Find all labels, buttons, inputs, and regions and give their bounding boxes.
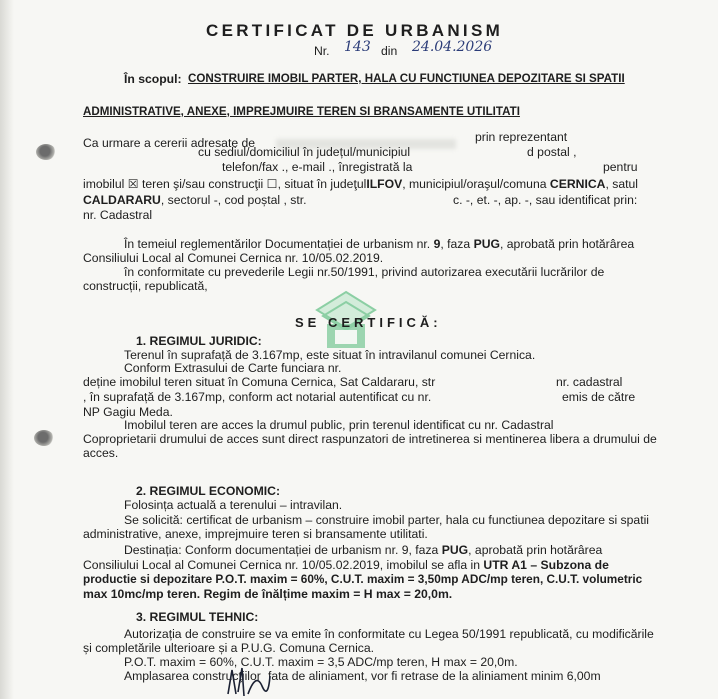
basis-doc-nr: 9 bbox=[433, 237, 441, 251]
request-line-3b: pentru bbox=[603, 160, 638, 174]
regim-economic-line-6: productie si depozitare P.O.T. maxim = 60%, C.U.T. maxim = 3,50mp ADC/mp teren, C.U.T. volumetric bbox=[83, 572, 643, 586]
regim-juridic-line-3a: deține imobilul teren situat în Comuna Cernica, Sat Caldararu, str bbox=[83, 375, 436, 389]
request-line-4c: , satul bbox=[605, 177, 638, 191]
document-title: CERTIFICAT DE URBANISM bbox=[206, 21, 504, 40]
regim-economic-line-1: Folosința actuală a terenului – intravilan. bbox=[124, 498, 343, 512]
request-line-5 bbox=[83, 193, 307, 207]
basis-line-3: în conformitate cu prevederile Legii nr.50/1991, privind autorizarea executării lucrărilor de bbox=[124, 265, 605, 279]
basis-line-1 bbox=[124, 237, 634, 251]
regim-tehnic-line-1: Autorizația de construire se va emite în conformitate cu Legea 50/1991 republicată, cu modificările bbox=[124, 627, 654, 641]
request-line-5b: c. -, et. -, ap. -, sau identificat prin: bbox=[453, 193, 638, 207]
regim-juridic-line-6: Imobilul teren are acces la drumul public, prin terenul identificat cu nr. Cadastral bbox=[124, 418, 554, 432]
request-line-6: nr. Cadastral bbox=[83, 208, 153, 222]
request-line-4 bbox=[83, 177, 638, 191]
se-certifica-heading: SE CERTIFICĂ: bbox=[295, 315, 442, 330]
request-line-2b: d postal , bbox=[527, 145, 577, 159]
regim-economic-line-7: max 10mc/mp teren. Regim de înălțime maxim = H max = 20,0m. bbox=[83, 587, 453, 601]
request-line-4b: , municipiul/oraşul/comuna bbox=[402, 177, 547, 191]
regim-economic-faza: PUG bbox=[441, 543, 469, 557]
regim-economic-line-4b: , aprobată prin hotărârea bbox=[468, 543, 603, 557]
request-line-1b: prin reprezentant bbox=[475, 130, 568, 144]
issue-date: 24.04.2026 bbox=[412, 39, 493, 55]
request-line-4a: imobilul ☒ teren şi/sau construcţii ☐, situat în judeţul bbox=[83, 177, 367, 191]
purpose-label: În scopul: bbox=[124, 72, 182, 86]
basis-line-1a: În temeiul reglementărilor Documentației de urbanism nr. bbox=[124, 237, 431, 251]
purpose-line-1: CONSTRUIRE IMOBIL PARTER, HALA CU FUNCTIUNEA DEPOZITARE SI SPATII bbox=[188, 72, 625, 85]
certificate-number: 143 bbox=[344, 39, 371, 55]
regim-juridic-line-3b: nr. cadastral bbox=[556, 375, 623, 389]
basis-line-1c: , aprobată prin hotărârea bbox=[499, 237, 635, 251]
basis-line-1b: , faza bbox=[440, 237, 471, 251]
request-line-1a: Ca urmare a cererii adresate de bbox=[83, 136, 256, 150]
basis-faza: PUG bbox=[473, 237, 500, 251]
regim-juridic-line-2: Conform Extrasului de Carte funciara nr. bbox=[124, 361, 342, 375]
regim-tehnic-heading: 3. REGIMUL TEHNIC: bbox=[136, 610, 259, 624]
regim-juridic-line-8: acces. bbox=[83, 446, 119, 460]
comuna: CERNICA bbox=[549, 177, 606, 191]
request-line-2a: cu sediul/domiciliul în județul/municipiul bbox=[198, 145, 411, 159]
regim-economic-line-4 bbox=[124, 543, 602, 557]
nr-label: Nr. bbox=[314, 44, 330, 58]
sat: CALDARARU bbox=[83, 193, 161, 207]
regim-juridic-line-4b: emis de către bbox=[562, 390, 636, 404]
punch-hole-icon bbox=[34, 430, 54, 446]
basis-line-2: Consiliului Local al Comunei Cernica nr. 10/05.02.2019. bbox=[83, 251, 384, 265]
regim-economic-line-3: administrative, anexe, imprejmuire teren si bransamente utilitati. bbox=[83, 527, 428, 541]
request-line-5a: , sectorul -, cod poștal , str. bbox=[160, 193, 307, 207]
regim-tehnic-line-4a: Amplasarea construcţiilor bbox=[124, 669, 261, 683]
din-label: din bbox=[381, 44, 398, 58]
regim-economic-line-2: Se solicită: certificat de urbanism – construire imobil parter, hala cu functiunea depozitare si spatii bbox=[124, 513, 650, 527]
judet: ILFOV bbox=[366, 177, 403, 191]
regim-tehnic-line-4b: fata de aliniament, vor fi retrase de la aliniament minim 6,00m bbox=[268, 669, 601, 683]
regim-economic-heading: 2. REGIMUL ECONOMIC: bbox=[136, 484, 281, 498]
signature-icon bbox=[222, 664, 272, 699]
regim-juridic-line-1: Terenul în suprafață de 3.167mp, este situat în intravilanul comunei Cernica. bbox=[124, 348, 536, 362]
regim-tehnic-line-2: și completările ulterioare și a P.U.G. Comuna Cernica. bbox=[83, 641, 375, 655]
regim-economic-line-5 bbox=[83, 558, 609, 572]
regim-economic-line-4a: Destinația: Conform documentației de urbanism nr. 9, faza bbox=[124, 543, 439, 557]
regim-juridic-heading: 1. REGIMUL JURIDIC: bbox=[136, 334, 262, 348]
regim-economic-line-5a: Consiliului Local al Comunei Cernica nr. 10/05.02.2019, imobilul se afla in bbox=[83, 558, 480, 572]
regim-juridic-line-5: NP Gagiu Meda. bbox=[83, 405, 173, 419]
request-line-3a: telefon/fax ., e-mail ., înregistrată la bbox=[222, 160, 413, 174]
regim-juridic-line-7: Coproprietarii drumului de acces sunt direct raspunzatori de intretinerea si mentinerea libera a drumului de bbox=[83, 432, 657, 446]
regim-juridic-line-4a: , în suprafață de 3.167mp, conform act notarial autentificat cu nr. bbox=[83, 390, 432, 404]
utr-zone: UTR A1 – Subzona de bbox=[483, 558, 609, 572]
regim-tehnic-line-3: P.O.T. maxim = 60%, C.U.T. maxim = 3,5 ADC/mp teren, H max = 20,0m. bbox=[124, 655, 518, 669]
basis-line-4: construcții, republicată, bbox=[83, 279, 208, 293]
punch-hole-icon bbox=[36, 144, 56, 160]
purpose-line-2: ADMINISTRATIVE, ANEXE, IMPREJMUIRE TEREN SI BRANSAMENTE UTILITATI bbox=[83, 105, 520, 118]
